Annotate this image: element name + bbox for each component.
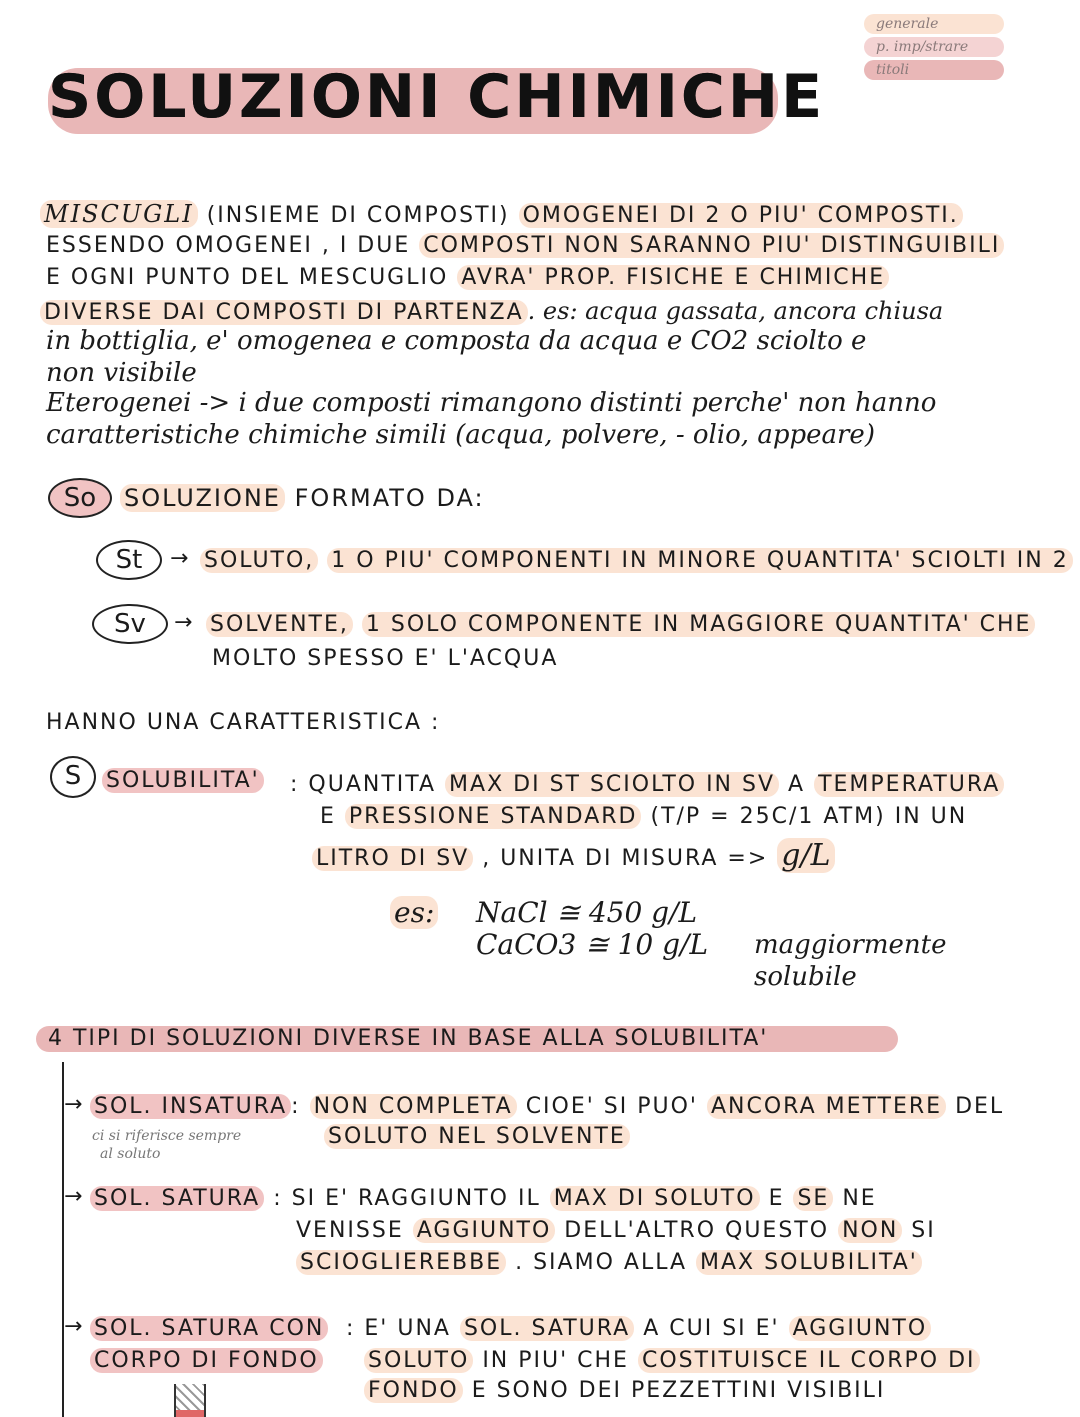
feature-heading: HANNO UNA CARATTERISTICA : bbox=[46, 710, 441, 735]
text: E OGNI PUNTO DEL MESCUGLIO bbox=[46, 265, 449, 290]
intro-line-4 bbox=[40, 297, 943, 325]
text: es: bbox=[390, 896, 438, 929]
type-saturated-line-2 bbox=[296, 1218, 936, 1243]
text: : E' UNA bbox=[346, 1316, 451, 1341]
type-unsaturated-line-2 bbox=[324, 1124, 630, 1149]
legend-important: p. imp/strare bbox=[864, 37, 1004, 57]
type-saturated bbox=[90, 1186, 877, 1211]
unit-gl: g/L bbox=[777, 838, 834, 873]
text: FORMATO DA: bbox=[294, 484, 485, 512]
text: ESSENDO OMOGENEI , I DUE bbox=[46, 233, 411, 258]
intro-line-2 bbox=[46, 233, 1004, 258]
arrow-right-icon: → bbox=[64, 1314, 83, 1339]
text: SOLUTO NEL SOLVENTE bbox=[324, 1124, 630, 1149]
text: VENISSE bbox=[296, 1218, 404, 1243]
legend-general: generale bbox=[864, 14, 1004, 34]
text: A CUI SI E' bbox=[643, 1316, 780, 1341]
badge-sv: Sv bbox=[92, 604, 168, 644]
sediment-icon bbox=[176, 1410, 204, 1417]
type-saturated-body bbox=[90, 1316, 328, 1341]
arrow-right-icon: → bbox=[64, 1184, 83, 1209]
text: A bbox=[788, 772, 806, 797]
intro-line-3 bbox=[46, 265, 889, 290]
text: AGGIUNTO bbox=[789, 1316, 932, 1341]
text: E bbox=[320, 804, 336, 829]
text: SI bbox=[911, 1218, 936, 1243]
text: MAX DI SOLUTO bbox=[550, 1186, 760, 1211]
badge-st: St bbox=[96, 540, 162, 580]
term-saturated-body-2: CORPO DI FONDO bbox=[90, 1348, 323, 1373]
text: FONDO bbox=[364, 1378, 463, 1403]
arrow-right-icon: → bbox=[64, 1092, 83, 1117]
type-saturated-line-3 bbox=[296, 1250, 922, 1275]
text: E SONO DEI PEZZETTINI VISIBILI bbox=[471, 1378, 886, 1403]
text: NON bbox=[838, 1218, 902, 1243]
type-saturated-body-2 bbox=[90, 1348, 323, 1373]
term-saturated: SOL. SATURA bbox=[90, 1186, 264, 1211]
term-solubility bbox=[102, 768, 264, 793]
text: MAX DI ST SCIOLTO IN SV bbox=[445, 772, 779, 797]
term-miscugli: MISCUGLI bbox=[40, 200, 198, 228]
text: DIVERSE DAI COMPOSTI DI PARTENZA bbox=[40, 300, 528, 325]
intro-line-8: caratteristiche chimiche simili (acqua, polvere, - olio, appeare) bbox=[46, 420, 875, 450]
text: TEMPERATURA bbox=[814, 772, 1004, 797]
solubility-line-2 bbox=[320, 804, 967, 829]
text: . SIAMO ALLA bbox=[515, 1250, 688, 1275]
side-note-2: al soluto bbox=[100, 1146, 161, 1162]
type-saturated-body-line-2 bbox=[364, 1348, 980, 1373]
term-saturated-body: SOL. SATURA CON bbox=[90, 1316, 328, 1341]
text: SE bbox=[793, 1186, 833, 1211]
text: : bbox=[291, 1094, 301, 1119]
term-solution: SOLUZIONE bbox=[120, 484, 285, 512]
text: COMPOSTI NON SARANNO PIU' DISTINGUIBILI bbox=[419, 233, 1004, 258]
text: DEL bbox=[955, 1094, 1005, 1119]
text: SOL. SATURA bbox=[460, 1316, 634, 1341]
text: , UNITA DI MISURA => bbox=[482, 846, 769, 871]
solution-line bbox=[120, 484, 485, 512]
text: COSTITUISCE IL CORPO DI bbox=[638, 1348, 980, 1373]
intro-line-6: non visibile bbox=[46, 358, 197, 388]
text: SOLUTO bbox=[364, 1348, 473, 1373]
arrow-right-icon: → bbox=[174, 610, 193, 635]
text: OMOGENEI DI 2 O PIU' COMPOSTI. bbox=[519, 203, 963, 228]
text: : SI E' RAGGIUNTO IL bbox=[273, 1186, 541, 1211]
text: E bbox=[768, 1186, 785, 1211]
solute-line bbox=[200, 548, 1073, 573]
term-solvent: SOLVENTE, bbox=[206, 612, 353, 637]
example-note-2: solubile bbox=[754, 962, 857, 992]
text: NON COMPLETA bbox=[310, 1094, 517, 1119]
text: 1 O PIU' COMPONENTI IN MINORE QUANTITA' SCIOLTI IN 2 bbox=[327, 548, 1072, 573]
text: PRESSIONE STANDARD bbox=[345, 804, 642, 829]
text: (T/P = 25C/1 ATM) IN UN bbox=[650, 804, 968, 829]
text: 1 SOLO COMPONENTE IN MAGGIORE QUANTITA' CHE bbox=[362, 612, 1036, 637]
text: (INSIEME DI COMPOSTI) bbox=[206, 203, 510, 228]
example-nacl: NaCl ≅ 450 g/L bbox=[476, 896, 698, 929]
solubility-line-3 bbox=[312, 838, 835, 873]
term-solubility-label: SOLUBILITA' bbox=[102, 768, 264, 793]
page-title: SOLUZIONI CHIMICHE bbox=[48, 62, 826, 132]
type-saturated-body-line-3 bbox=[364, 1378, 885, 1403]
intro-line-5: in bottiglia, e' omogenea e composta da acqua e CO2 sciolto e bbox=[46, 326, 867, 356]
text: IN PIU' CHE bbox=[482, 1348, 629, 1373]
side-note-1: ci si riferisce sempre bbox=[92, 1128, 242, 1144]
term-solute: SOLUTO, bbox=[200, 548, 318, 573]
solvent-line-2: MOLTO SPESSO E' L'ACQUA bbox=[212, 646, 559, 671]
text: ANCORA METTERE bbox=[707, 1094, 946, 1119]
type-saturated-body-line-1 bbox=[346, 1316, 931, 1341]
type-unsaturated bbox=[90, 1094, 1004, 1119]
term-unsaturated: SOL. INSATURA bbox=[90, 1094, 291, 1119]
legend-titles: titoli bbox=[864, 60, 1004, 80]
intro-line-7: Eterogenei -> i due composti rimangono distinti perche' non hanno bbox=[46, 388, 937, 418]
text: DELL'ALTRO QUESTO bbox=[564, 1218, 830, 1243]
text: CIOE' SI PUO' bbox=[525, 1094, 698, 1119]
text: LITRO DI SV bbox=[312, 846, 473, 871]
example-caco3: CaCO3 ≅ 10 g/L bbox=[476, 928, 709, 961]
badge-so: So bbox=[48, 478, 112, 518]
arrow-right-icon: → bbox=[170, 546, 189, 571]
text: . es: acqua gassata, ancora chiusa bbox=[527, 297, 944, 325]
text: AVRA' PROP. FISICHE E CHIMICHE bbox=[457, 265, 889, 290]
text: NE bbox=[842, 1186, 877, 1211]
intro-line-1 bbox=[40, 200, 963, 228]
text: AGGIUNTO bbox=[413, 1218, 556, 1243]
solvent-line bbox=[206, 612, 1035, 637]
solubility-line-1 bbox=[290, 772, 1004, 797]
text: MAX SOLUBILITA' bbox=[696, 1250, 922, 1275]
types-heading: 4 TIPI DI SOLUZIONI DIVERSE IN BASE ALLA SOLUBILITA' bbox=[36, 1026, 898, 1052]
badge-s: S bbox=[50, 756, 96, 798]
example-label bbox=[390, 896, 438, 929]
example-note-1: maggiormente bbox=[754, 930, 947, 960]
text: SCIOGLIEREBBE bbox=[296, 1250, 506, 1275]
text: : QUANTITA bbox=[290, 772, 437, 797]
